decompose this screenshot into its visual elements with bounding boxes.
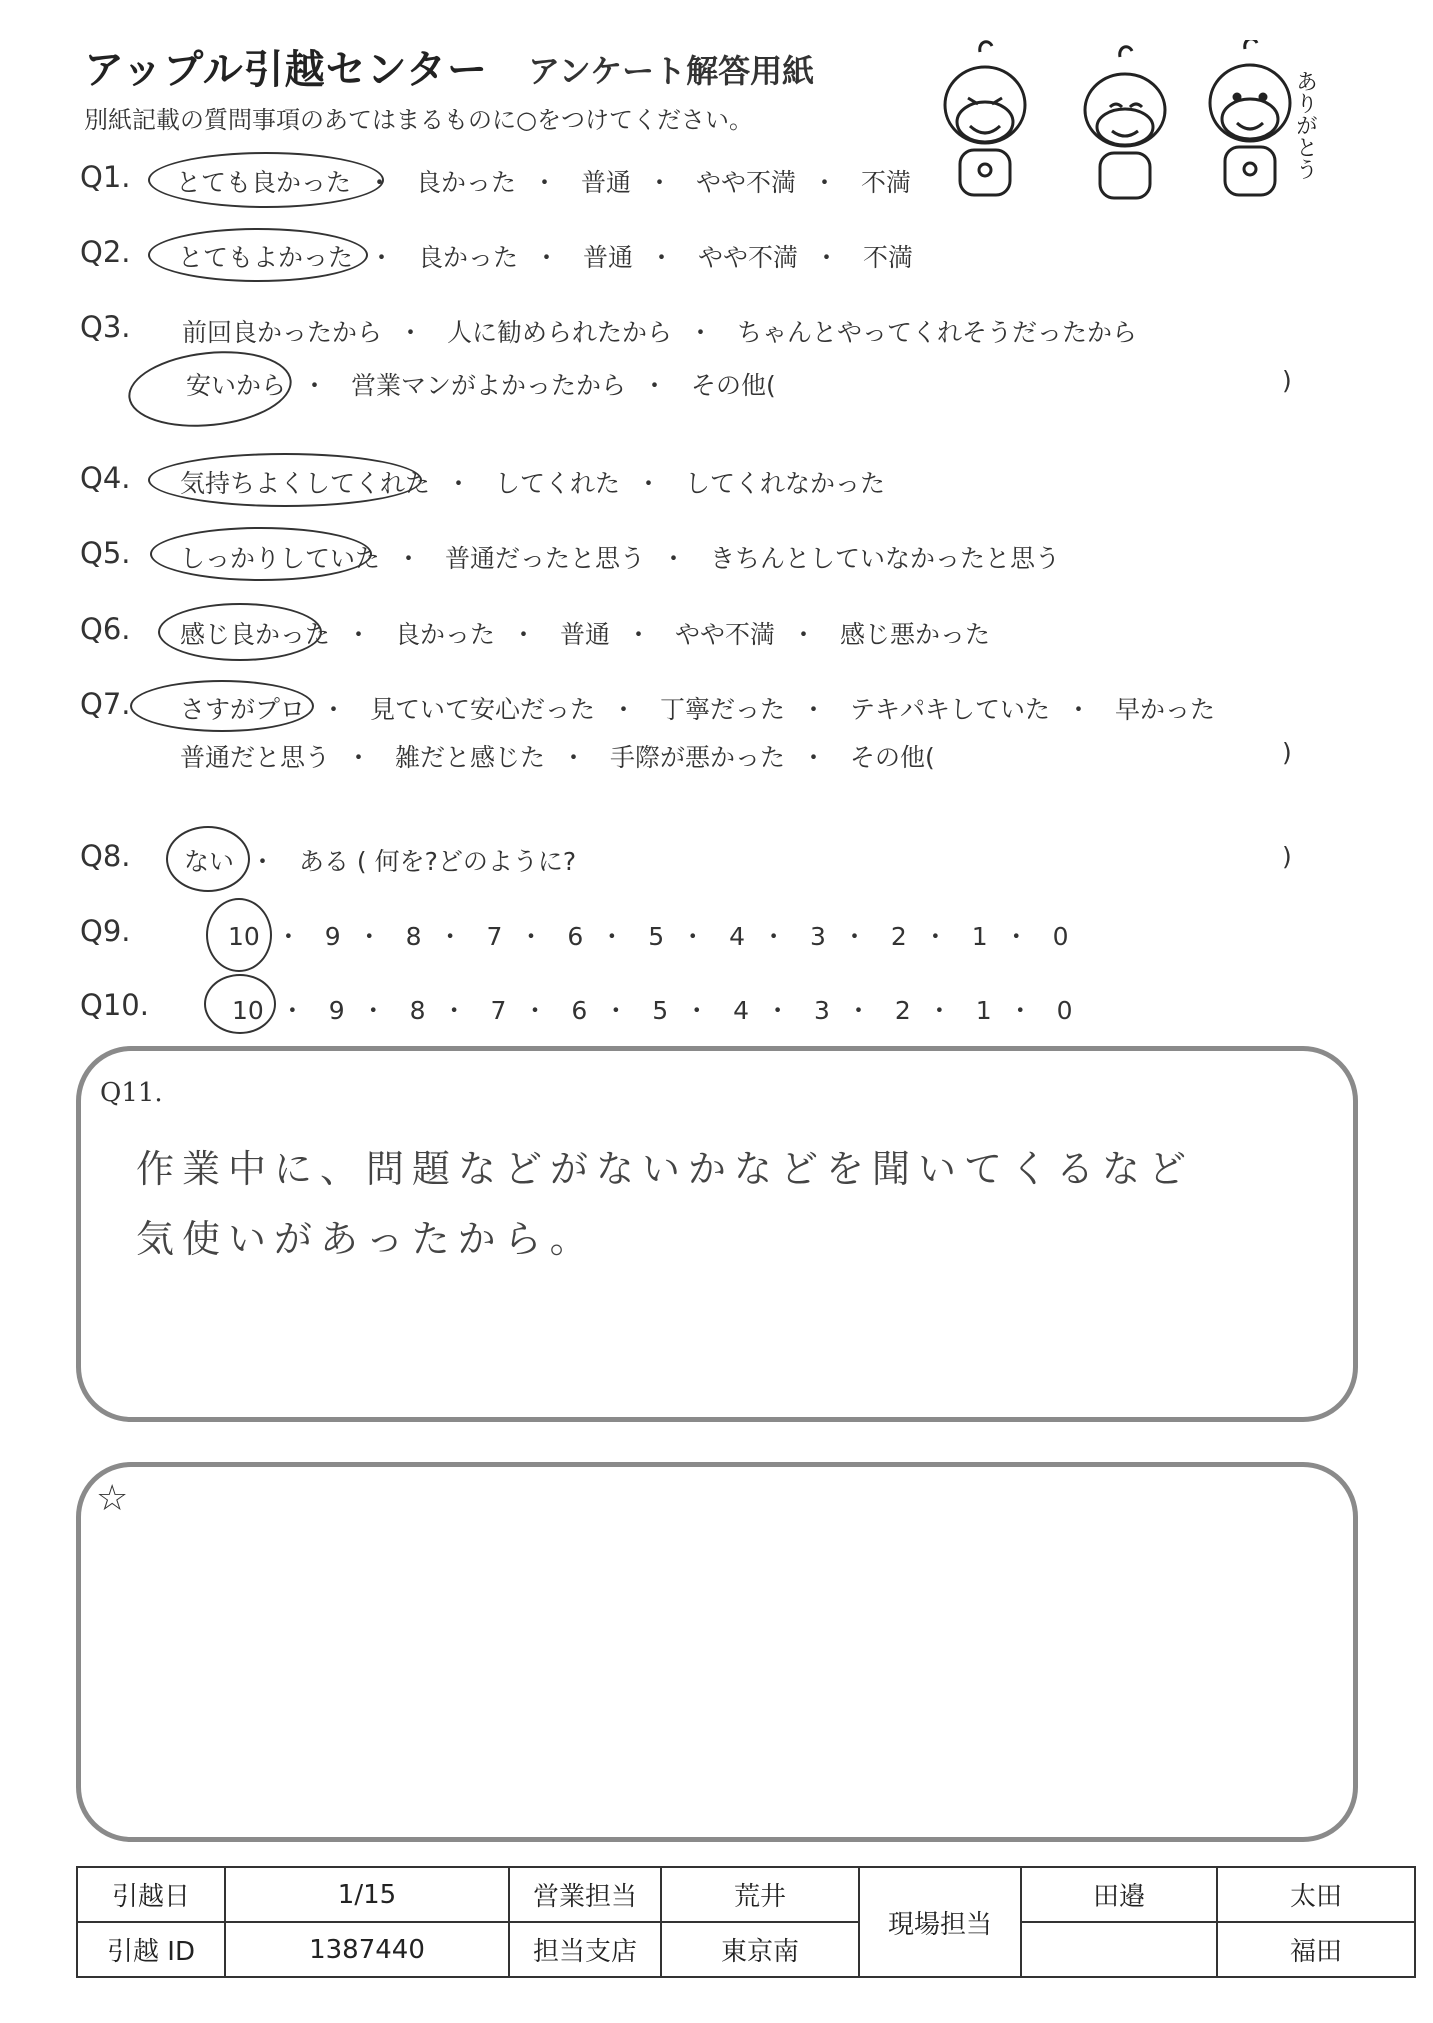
q9-score[interactable]: 9 xyxy=(324,922,341,951)
sales-label: 営業担当 xyxy=(509,1867,661,1922)
q4-option[interactable]: してくれなかった xyxy=(684,469,885,498)
q4-label: Q4. xyxy=(80,461,131,495)
site-staff-3: 福田 xyxy=(1217,1922,1415,1977)
q7-option[interactable]: 早かった xyxy=(1114,695,1215,724)
q1-selection-mark xyxy=(148,152,384,208)
move-id-value: 1387440 xyxy=(225,1922,509,1977)
q10-score[interactable]: 2 xyxy=(894,996,911,1025)
q2-options: とてもよかった ・ 良かった ・ 普通 ・ やや不満 ・ 不満 xyxy=(178,238,913,274)
q5-selection-mark xyxy=(150,527,372,581)
q10-score[interactable]: 4 xyxy=(733,996,750,1025)
q1-label: Q1. xyxy=(80,160,131,194)
q1-option[interactable]: 不満 xyxy=(860,168,911,197)
move-date-value: 1/15 xyxy=(225,1867,509,1922)
q8-close-paren: ) xyxy=(1282,842,1292,871)
q6-option[interactable]: 感じ悪かった xyxy=(839,620,990,649)
q7-option[interactable]: 普通だと思う xyxy=(180,743,331,772)
thanks-text: ありがとう xyxy=(1292,70,1318,180)
site-staff-label: 現場担当 xyxy=(859,1867,1021,1977)
q9-score[interactable]: 5 xyxy=(648,922,665,951)
q4-options: 気持ちよくしてくれた ・ してくれた ・ してくれなかった xyxy=(180,464,885,500)
q2-label: Q2. xyxy=(80,235,131,269)
q2-option[interactable]: 普通 xyxy=(582,243,633,272)
q10-selection-mark xyxy=(204,974,276,1034)
q6-selection-mark xyxy=(158,603,322,661)
move-date-label: 引越日 xyxy=(77,1867,225,1922)
q8-option-other[interactable]: ある ( 何を?どのように? xyxy=(298,847,577,876)
survey-title: アップル引越センター xyxy=(84,47,488,93)
q9-score[interactable]: 6 xyxy=(567,922,584,951)
q9-score[interactable]: 2 xyxy=(890,922,907,951)
q11-answer-line1: 作業中に、問題などがないかなどを聞いてくるなど xyxy=(136,1147,1195,1191)
q7-option[interactable]: 見ていて安心だった xyxy=(369,695,595,724)
q7-option[interactable]: 丁寧だった xyxy=(659,695,785,724)
q9-score[interactable]: 3 xyxy=(810,922,826,951)
q4-selection-mark xyxy=(148,453,422,507)
q2-option[interactable]: やや不満 xyxy=(697,243,798,272)
q7-close-paren: ) xyxy=(1282,738,1292,767)
q7-selection-mark xyxy=(130,680,314,732)
star-icon: ☆ xyxy=(96,1478,129,1519)
q3-options-row2: 安いから ・ 営業マンがよかったから ・ その他( xyxy=(186,366,776,402)
q9-scale: 10 ・ 9 ・ 8 ・ 7 ・ 6 ・ 5 ・ 4 ・ 3 ・ 2 ・ 1 ・ 0 xyxy=(228,922,1069,951)
q1-option[interactable]: 普通 xyxy=(580,168,631,197)
q3-option[interactable]: 前回良かったから xyxy=(182,318,383,347)
q2-option[interactable]: 良かった xyxy=(417,243,518,272)
q3-label: Q3. xyxy=(80,310,131,344)
q9-selection-mark xyxy=(206,898,272,972)
q7-option[interactable]: 手際が悪かった xyxy=(609,743,785,772)
q7-label: Q7. xyxy=(80,687,131,721)
q6-label: Q6. xyxy=(80,612,131,646)
q5-label: Q5. xyxy=(80,536,131,570)
q1-option[interactable]: やや不満 xyxy=(695,168,796,197)
site-staff-empty xyxy=(1021,1922,1217,1977)
q6-option[interactable]: やや不満 xyxy=(674,620,775,649)
q8-label: Q8. xyxy=(80,839,131,873)
q10-score[interactable]: 3 xyxy=(814,996,830,1025)
q6-option[interactable]: 普通 xyxy=(559,620,610,649)
q3-option[interactable]: ちゃんとやってくれそうだったから xyxy=(736,318,1137,347)
q10-score[interactable]: 5 xyxy=(652,996,669,1025)
q1-options: とても良かった ・ 良かった ・ 普通 ・ やや不満 ・ 不満 xyxy=(176,163,911,199)
q10-scale: 10 ・ 9 ・ 8 ・ 7 ・ 6 ・ 5 ・ 4 ・ 3 ・ 2 ・ 1 ・ 0 xyxy=(232,996,1073,1025)
q5-option[interactable]: きちんとしていなかったと思う xyxy=(709,544,1060,573)
branch-label: 担当支店 xyxy=(509,1922,661,1977)
q11-answer-line2: 気使いがあったから。 xyxy=(136,1217,596,1261)
q7-options-row2: 普通だと思う ・ 雑だと感じた ・ 手際が悪かった ・ その他( xyxy=(180,738,935,774)
q10-score[interactable]: 1 xyxy=(975,996,992,1025)
q7-option-other[interactable]: その他( xyxy=(849,743,935,772)
move-id-label: 引越 ID xyxy=(77,1922,225,1977)
q9-label: Q9. xyxy=(80,914,131,948)
q11-label: Q11. xyxy=(100,1078,163,1108)
branch-value: 東京南 xyxy=(661,1922,859,1977)
q8-selection-mark xyxy=(166,826,250,892)
q10-score[interactable]: 8 xyxy=(409,996,426,1025)
sales-value: 荒井 xyxy=(661,1867,859,1922)
site-staff-2: 太田 xyxy=(1217,1867,1415,1922)
q3-options: 前回良かったから ・ 人に勧められたから ・ ちゃんとやってくれそうだったから xyxy=(182,313,1137,349)
q3-close-paren: ) xyxy=(1282,366,1292,395)
q9-score[interactable]: 10 xyxy=(228,922,260,951)
q3-option[interactable]: 営業マンがよかったから xyxy=(350,371,626,400)
q7-option[interactable]: 雑だと感じた xyxy=(394,743,545,772)
q6-option[interactable]: 良かった xyxy=(394,620,495,649)
q9-score[interactable]: 1 xyxy=(971,922,988,951)
q6-option[interactable]: 感じ良かった xyxy=(180,620,331,649)
q5-option[interactable]: 普通だったと思う xyxy=(444,544,645,573)
survey-subtitle: アンケート解答用紙 xyxy=(528,52,815,90)
mascot-illustration xyxy=(880,40,1340,210)
instruction-text: 別紙記載の質問事項のあてはまるものに○をつけてください。 xyxy=(84,106,753,134)
q7-option[interactable]: さすがプロ xyxy=(180,695,306,724)
move-info-table xyxy=(76,1866,1416,1978)
q2-option[interactable]: とてもよかった xyxy=(178,243,354,272)
q1-option[interactable]: 良かった xyxy=(415,168,516,197)
q9-score[interactable]: 7 xyxy=(486,922,503,951)
q10-score[interactable]: 0 xyxy=(1056,996,1073,1025)
q5-option[interactable]: しっかりしていた xyxy=(180,544,381,573)
q10-score[interactable]: 9 xyxy=(328,996,345,1025)
q9-score[interactable]: 0 xyxy=(1052,922,1069,951)
q3-option-other[interactable]: その他( xyxy=(690,371,776,400)
q10-score[interactable]: 6 xyxy=(571,996,588,1025)
q8-options: ない ・ ある ( 何を?どのように? xyxy=(184,842,576,878)
q2-option[interactable]: 不満 xyxy=(862,243,913,272)
q4-option[interactable]: してくれた xyxy=(494,469,620,498)
q7-option[interactable]: テキパキしていた xyxy=(849,695,1050,724)
q9-score[interactable]: 4 xyxy=(729,922,746,951)
q3-option[interactable]: 安いから xyxy=(186,371,287,400)
q10-label: Q10. xyxy=(80,988,149,1022)
q3-option[interactable]: 人に勧められたから xyxy=(446,318,672,347)
q6-options: 感じ良かった ・ 良かった ・ 普通 ・ やや不満 ・ 感じ悪かった xyxy=(180,615,990,651)
q7-options: さすがプロ ・ 見ていて安心だった ・ 丁寧だった ・ テキパキしていた ・ 早かった xyxy=(180,690,1215,726)
q8-option[interactable]: ない xyxy=(184,847,235,876)
q9-score[interactable]: 8 xyxy=(405,922,422,951)
q10-score[interactable]: 7 xyxy=(490,996,507,1025)
leaf-icon xyxy=(980,42,992,52)
q4-option[interactable]: 気持ちよくしてくれた xyxy=(180,469,431,498)
q2-selection-mark xyxy=(148,228,368,282)
q1-option[interactable]: とても良かった xyxy=(176,168,352,197)
site-staff-1: 田邉 xyxy=(1021,1867,1217,1922)
star-comment-box[interactable] xyxy=(76,1462,1358,1842)
q5-options: しっかりしていた ・ 普通だったと思う ・ きちんとしていなかったと思う xyxy=(180,539,1060,575)
q3-selection-mark xyxy=(125,344,296,435)
q10-score[interactable]: 10 xyxy=(232,996,264,1025)
